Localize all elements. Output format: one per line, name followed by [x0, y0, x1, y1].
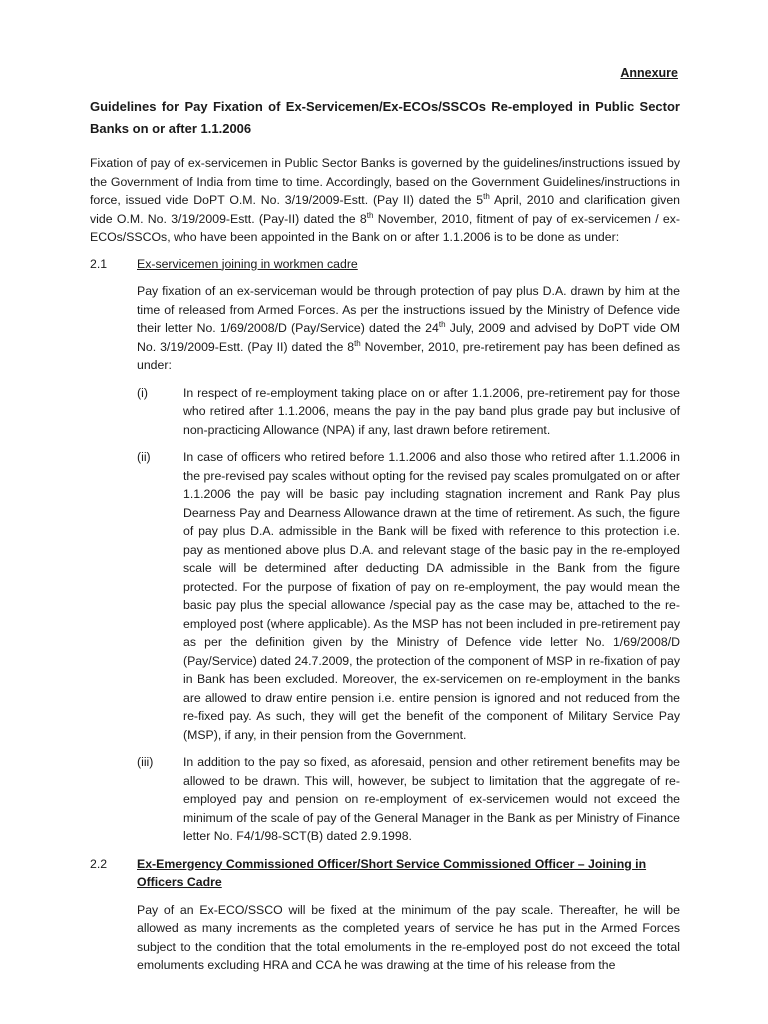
- section-number: 2.1: [90, 256, 108, 271]
- intro-superscript-2: th: [366, 210, 374, 220]
- document-title: Guidelines for Pay Fixation of Ex-Servicemen/Ex-ECOs/SSCOs Re-employed in Public Sector Banks on or after 1.1.2006: [90, 99, 680, 136]
- section-body: Pay of an Ex-ECO/SSCO will be fixed at the minimum of the pay scale. Thereafter, he will be allowed as many increments as the completed years of service he has put in the Armed Forces subject to the condition that the total emoluments in the re-employed post do not exceed the total emoluments excluding HRA and CCA he was drawing at the time of his release from the: [137, 902, 680, 972]
- section-number: 2.2: [90, 856, 108, 871]
- section-heading: Ex-servicemen joining in workmen cadre: [137, 256, 358, 271]
- list-item-text: In case of officers who retired before 1.1.2006 and also those who retired after 1.1.2006 in the pre-revised pay scales without opting for the revised pay scales promulgated on or after 1.1.2006 the pay will be basic pay including stagnation increment and Rank Pay plus Dearness Pay and Dearness Allowance drawn at the time of retirement. As such, the figure of pay plus D.A. admissible in the Bank will be fixed with reference to this protection i.e. pay as mentioned above plus D.A. and relevant stage of the basic pay in the re-employed scale will be determined after deducting DA admissible in the Bank from the figure protected. For the purpose of fixation of pay on re-employment, the pay would mean the basic pay plus the special allowance /special pay as the case may be, attached to the re-employed post (where applicable). As the MSP has not been included in pre-retirement pay as per the definition given by the Ministry of Defence vide letter No. 1/69/2008/D (Pay/Service) dated 24.7.2009, the protection of the component of MSP in re-fixation of pay in Bank has been excluded. Moreover, the ex-servicemen on re-employment in the banks are allowed to draw entire pension i.e. entire pension is ignored and not reduced from the re-fixed pay. As such, they will get the benefit of the component of Military Service Pay (MSP), if any, in their pension from the Government.: [183, 450, 680, 742]
- section-body-part2: July, 2009 and advised by DoPT vide OM No. 3/19/2009-Estt. (Pay II) dated the 8: [137, 321, 680, 354]
- section-body-part1: Pay fixation of an ex-serviceman would be through protection of pay plus D.A. drawn by him at the time of released from Armed Forces. As per the instructions issued by the Ministry of Defence vide their letter No. 1/69/2008/D (Pay/Service) dated the 24: [137, 284, 680, 335]
- list-item-number: (iii): [137, 755, 154, 769]
- list-item-text: In respect of re-employment taking place on or after 1.1.2006, pre-retirement pay for those who retired after 1.1.2006, means the pay in the pay band plus grade pay but inclusive of non-practicing Allowance (NPA) if any, last drawn before retirement.: [183, 385, 680, 437]
- intro-paragraph: [90, 154, 680, 247]
- section-body-superscript-1: th: [438, 319, 446, 329]
- intro-text-part3: November, 2010, fitment of pay of ex-servicemen / ex-ECOs/SSCOs, who have been appointed in the Bank on or after 1.1.2006 is to be done as under:: [90, 211, 680, 244]
- list-item-text: In addition to the pay so fixed, as aforesaid, pension and other retirement benefits may be allowed to be drawn. This will, however, be subject to limitation that the aggregate of re-employed pay and pension on re-employment of ex-servicemen would not exceed the minimum of the scale of pay of the General Manager in the Bank as per Ministry of Finance letter No. F4/1/98-SCT(B) dated 2.9.1998.: [183, 755, 680, 843]
- section-heading: Ex-Emergency Commissioned Officer/Short Service Commissioned Officer – Joining in Officers Cadre: [137, 856, 647, 889]
- section-2-2: [90, 855, 680, 975]
- list-item-number: (ii): [137, 450, 151, 464]
- intro-text-part1: Fixation of pay of ex-servicemen in Public Sector Banks is governed by the guidelines/instructions issued by the Government of India from time to time. Accordingly, based on the Government Guidelines/instructions in force, issued vide DoPT O.M. No. 3/19/2009-Estt. (Pay II) dated the 5: [90, 156, 680, 207]
- list-item-number: (i): [137, 385, 148, 400]
- section-body-part3: November, 2010, pre-retirement pay has been defined as under:: [137, 339, 680, 372]
- intro-text-part2: April, 2010 and clarification given vide O.M. No. 3/19/2009-Estt. (Pay-II) dated the 8: [90, 193, 681, 226]
- annexure-label: Annexure: [620, 66, 678, 80]
- intro-superscript-1: th: [483, 191, 490, 201]
- section-2-1: [90, 255, 680, 846]
- section-body: [137, 282, 680, 375]
- list-item: [137, 753, 680, 846]
- list-item: [137, 448, 680, 744]
- section-body-superscript-2: th: [354, 338, 361, 348]
- list-item: [137, 384, 680, 440]
